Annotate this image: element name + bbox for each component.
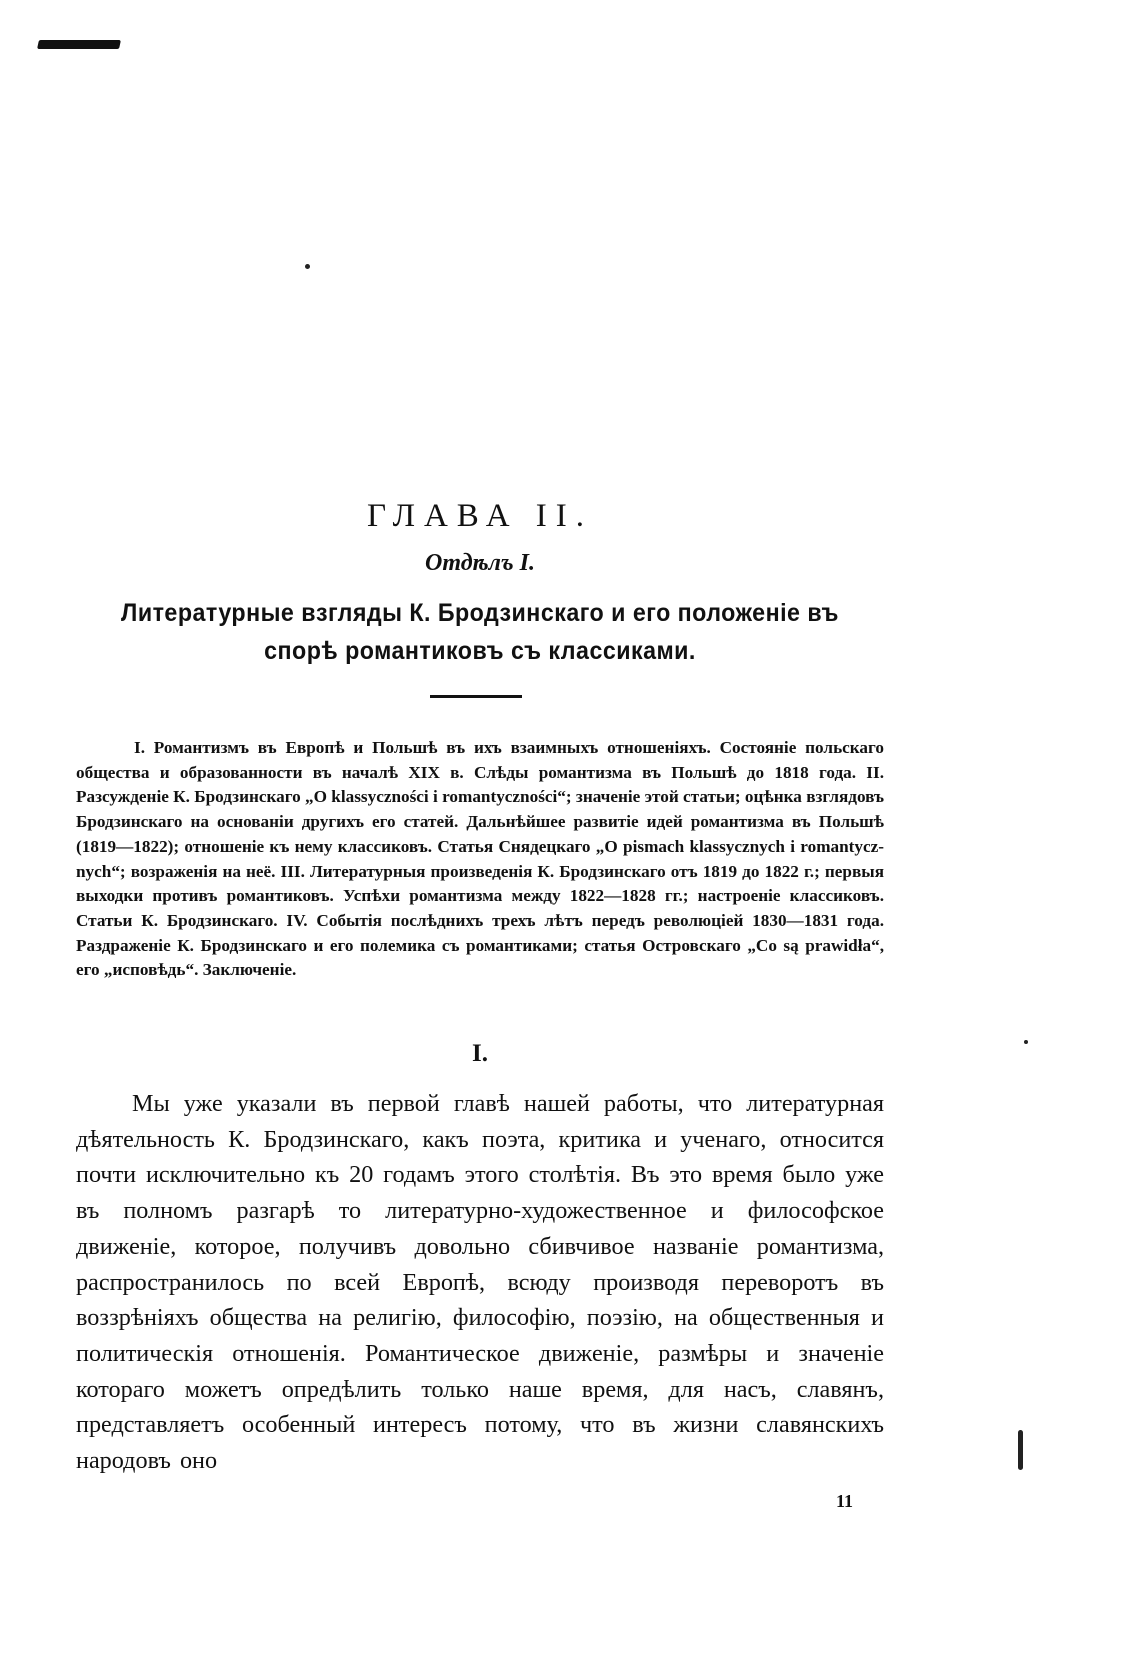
scan-speck (1024, 1040, 1028, 1044)
scan-artifact-mark (37, 40, 121, 49)
scan-speck (305, 264, 310, 269)
section-heading: Отдѣлъ I. (425, 550, 535, 576)
chapter-title: Литературные взгляды К. Бродзинскаго и его положеніе въ спорѣ романтиковъ съ классиками. (121, 599, 839, 665)
scan-edge-mark (1018, 1430, 1023, 1470)
chapter-heading: ГЛАВА II. (366, 498, 594, 534)
body-paragraph: Мы уже указали въ первой главѣ нашей работы, что литературная дѣятельность К. Бродзинскаго, какъ поэта, критика и ученаго, относится почти исключительно къ 20 годамъ этого столѣтія. Въ это время было уже въ полномъ разгарѣ то литературно-художественное и философское движеніе, которое, получивъ довольно сбивчивое названіе романтизма, распространилось по всей Европѣ, всюду производя переворотъ въ воззрѣніяхъ общества на религію, философію, поэзію, на общественныя и политическія отношенія. Романтическое движеніе, размѣры и значеніе котораго можетъ опредѣлить только наше время, для насъ, славянъ, представляетъ особенный интересъ потому, что въ жизни славянскихъ народовъ оно (76, 1090, 884, 1475)
page-number: 11 (836, 1491, 854, 1511)
chapter-summary: I. Романтизмъ въ Европѣ и Польшѣ въ ихъ взаимныхъ отношеніяхъ. Состояніе польскаго общества и образованности въ началѣ XIX в. Слѣды романтизма въ Польшѣ до 1818 года. II. Разсужденіе К. Бродзинскаго „O klassyczności i romantyczności“; значеніе этой статьи; оцѣнка взглядовъ Бродзинскаго на основаніи другихъ его статей. Дальнѣйшее развитіе идей романтизма въ Польшѣ (1819—1822); отношеніе къ нему классиковъ. Статья Снядецкаго „O pismach klassycznych i romantycznych“; возраженія на неё. III. Литературныя произведенія К. Бродзинскаго отъ 1819 до 1822 г.; первыя выходки противъ романтиковъ. Успѣхи романтизма между 1822—1828 гг.; настроеніе классиковъ. Статьи К. Бродзинскаго. IV. Событія послѣднихъ трехъ лѣтъ передъ революціей 1830—1831 года. Раздраженіе К. Бродзинскаго и его полемика съ романтиками; статья Островскаго „Co są prawidła“, его „исповѣдь“. Заключеніе. (76, 738, 884, 980)
title-divider (430, 695, 522, 698)
section-numeral: I. (472, 1040, 488, 1067)
